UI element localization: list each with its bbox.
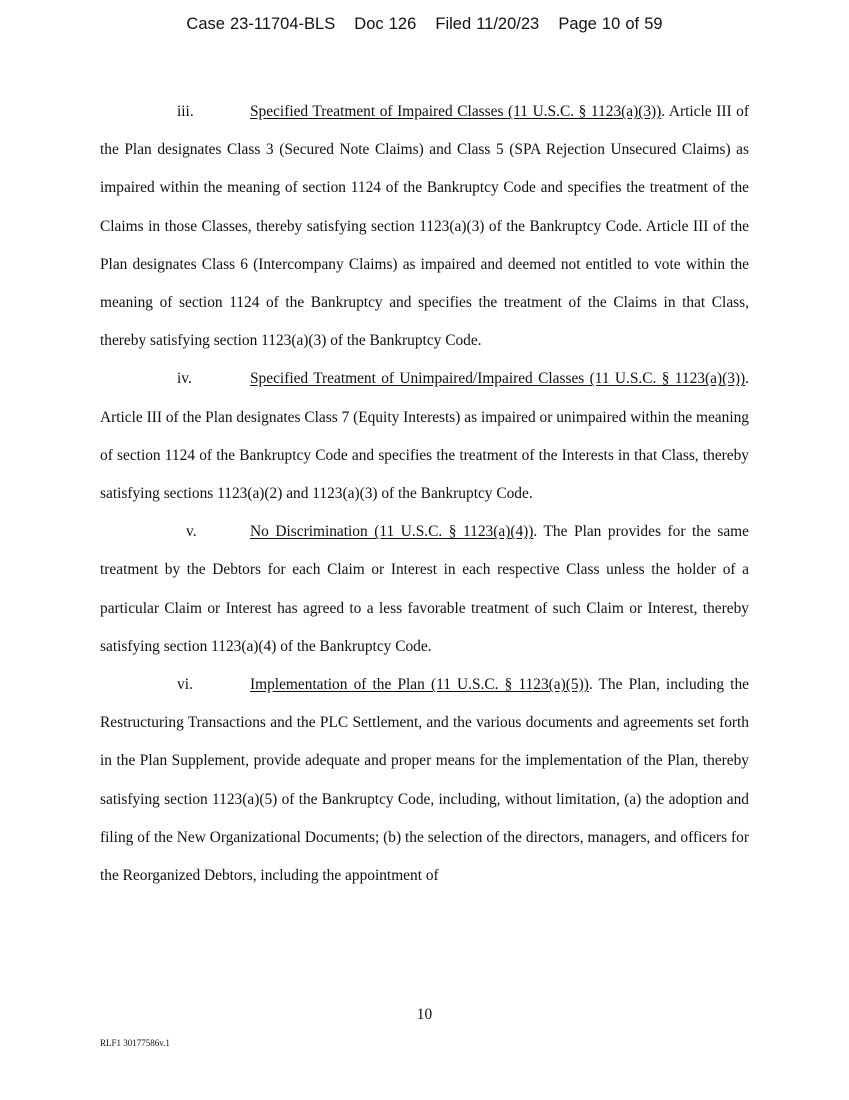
paragraph-heading: Specified Treatment of Impaired Classes (11 U.S.C. § 1123(a)(3)) [250,103,662,120]
paragraph-text: . Article III of the Plan designates Class 7 (Equity Interests) as impaired or unimpaired within the meaning of section 1124 of the Bankruptcy Code and specifies the treatment of the Interests in that Class, thereby satisfying sections 1123(a)(2) and 1123(a)(3) of the Bankruptcy Code. [100,370,749,503]
page-number: 10 [416,1006,433,1023]
paragraph-heading: Specified Treatment of Unimpaired/Impaired Classes (11 U.S.C. § 1123(a)(3)) [250,370,746,388]
case-number: Case 23-11704-BLS [186,15,336,33]
document-id-footer: RLF1 30177586v.1 [100,1038,170,1048]
paragraph-vi [100,666,749,895]
paragraph-iv [100,360,749,513]
page-of-total: Page 10 of 59 [558,15,663,33]
paragraph-v [100,513,749,666]
doc-number: Doc 126 [354,15,417,33]
paragraph-iii [100,93,749,360]
paragraph-text: . The Plan, including the Restructuring Transactions and the PLC Settlement, and the various documents and agreements set forth in the Plan Supplement, provide adequate and proper means for the implementation of the Plan, thereby satisfying section 1123(a)(5) of the Bankruptcy Code, including, without limitation, (a) the adoption and filing of the New Organizational Documents; (b) the selection of the directors, managers, and officers for the Reorganized Debtors, including the appointment of [100,676,749,885]
paragraph-heading: Implementation of the Plan (11 U.S.C. § 1123(a)(5)) [250,676,589,694]
document-body [100,93,749,895]
filed-date: Filed 11/20/23 [435,15,540,33]
paragraph-heading: No Discrimination (11 U.S.C. § 1123(a)(4)) [250,523,534,541]
paragraph-number: v. [186,523,197,541]
paragraph-number: vi. [177,676,193,694]
paragraph-text: . The Plan provides for the same treatment by the Debtors for each Claim or Interest in each respective Class unless the holder of a particular Claim or Interest has agreed to a less favorable treatment of such Claim or Interest, thereby satisfying section 1123(a)(4) of the Bankruptcy Code. [100,523,749,655]
paragraph-text: . Article III of the Plan designates Class 3 (Secured Note Claims) and Class 5 (SPA Rejection Unsecured Claims) as impaired within the meaning of section 1124 of the Bankruptcy Code and specifies the treatment of the Claims in those Classes, thereby satisfying section 1123(a)(3) of the Bankruptcy Code. Article III of the Plan designates Class 6 (Intercompany Claims) as impaired and deemed not entitled to vote within the meaning of section 1124 of the Bankruptcy and specifies the treatment of the Claims in that Class, thereby satisfying section 1123(a)(3) of the Bankruptcy Code. [100,103,749,350]
page-header [0,15,849,34]
paragraph-number: iii. [177,103,194,120]
paragraph-number: iv. [177,370,192,388]
